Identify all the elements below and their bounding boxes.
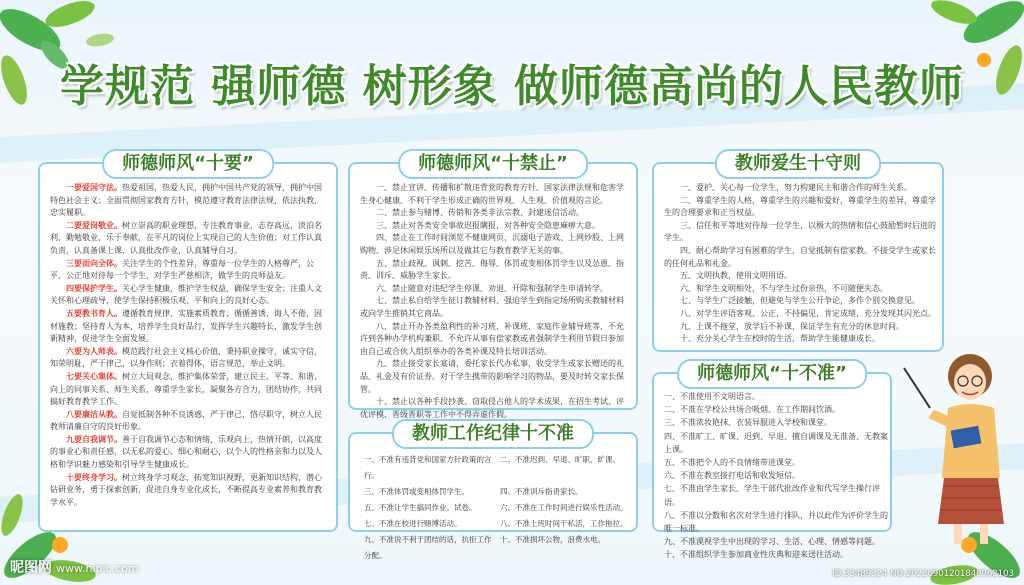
discipline-item: 八、不准上班时间干私活，工作拖拉。 <box>500 519 628 528</box>
ten-guards-item: 五、文明执教，使用文明用语。 <box>680 271 792 281</box>
ten-musts-item-text: 树立终身学习观念，拓宽知识视野，更新知识结构，潜心钻研业务，勇于探索创新，促进自身专业化成长，不断提高专业素养和教育教学水平。 <box>50 472 322 507</box>
discipline-item: 七、不准在校进行赌博活动。 <box>364 519 462 528</box>
ten-musts-item-head: 三要面向全体。 <box>66 258 122 268</box>
ten-nots-item: 五、不准把个人的不良情绪带进课堂。 <box>664 458 800 468</box>
ten-prohibitions-item: 四、禁止在工作时间浏览不健康网页、沉溺电子游戏、上网炒股、上网购物、涉足休闲娱乐场所以及做其它与教育教学无关的事。 <box>360 233 624 255</box>
ten-nots-item: 二、不准在学校公共场合吸烟、在工作期间饮酒。 <box>664 405 840 415</box>
discipline-item: 一、不准有违背党和国家方针政策的言行。 <box>364 455 492 480</box>
ten-prohibitions-list <box>360 182 630 421</box>
ten-musts-item-head: 六要为人师表。 <box>66 346 122 356</box>
ten-nots-item: 四、不准旷工、旷课、迟到、早退、擅自调课及无准备、无教案上课。 <box>664 431 888 454</box>
watermark-id: ID:33489324 NO:20220901201840962103 <box>832 569 1014 579</box>
ten-nots-item: 九、不准漠视学生中出现的学习、生活、心理、情感等问题。 <box>664 537 880 547</box>
ten-musts-item-text: 热爱祖国，热爱人民，拥护中国共产党的领导，拥护中国特色社会主义；全面贯彻国家教育方针，模范遵守教育法律法规，依法执教，忠实履职。 <box>50 183 322 218</box>
ten-musts-item-head: 一要爱国守法。 <box>66 183 122 192</box>
teacher-illustration <box>900 348 1024 548</box>
ten-guards-item: 三、信任和平等地对待每一位学生，以极大的热情和信心鼓励暂时后进的学生。 <box>664 220 936 243</box>
ten-guards-item: 一、爱护、关心每一位学生，努力构建民主和谐合作的师生关系。 <box>680 183 912 192</box>
ten-musts-item-text: 树立大局观念，维护集体荣誉，建立民主、平等、和谐、向上的同事关系、师生关系，尊重学生家长，凝聚各方合力，团结协作，共同搞好教育教学工作。 <box>50 371 322 407</box>
ten-guards-item: 十、充分关心学生在校时的生活，帮助学生能健康成长。 <box>680 334 880 344</box>
ten-musts-item-text: 模范践行社会主义核心价值，秉持职业操守，诚实守信，知荣明耻，严于律己，以身作则；衣着得体，语言规范，举止文明。 <box>50 346 322 369</box>
ten-musts-item <box>50 220 328 258</box>
ten-nots-item: 一、不准使用不文明语言。 <box>664 392 760 401</box>
watermark-brand <box>10 557 139 577</box>
ten-musts-list <box>50 182 328 509</box>
ten-nots-list <box>664 390 892 562</box>
page-title: 学规范 强师德 树形象 做师德高尚的人民教师 <box>60 61 964 112</box>
ten-prohibitions-item: 二、禁止参与赌博、传销和各类非法宗教、封建迷信活动。 <box>376 208 584 218</box>
ten-musts-item <box>50 434 328 472</box>
panel-title-ten-nots: 师德师风“十不准” <box>677 359 867 389</box>
ten-prohibitions-item: 十、禁止以各种手段抄袭、窃取侵占他人的学术成果，在招生考试、评优评模、晋级晋职等工作中不得弄虚作假。 <box>360 397 624 419</box>
ten-musts-item-head: 七要关心集体。 <box>66 371 122 381</box>
panel-ten-guards <box>652 153 944 352</box>
discipline-item: 二、不准迟到、早退、旷职、旷课。 <box>500 455 620 464</box>
ten-prohibitions-item: 三、禁止对各类安全事故迟报瞒报，对各种安全隐患麻痹大意。 <box>376 220 600 230</box>
ten-nots-item: 六、不准在教室接打电话和收发短信。 <box>664 471 800 481</box>
ten-musts-item <box>50 182 328 220</box>
discipline-item: 三、不准体罚或变相体罚学生。 <box>364 487 469 496</box>
panel-ten-prohibitions <box>348 153 638 419</box>
ten-musts-item-head: 八要廉洁从教。 <box>66 409 122 419</box>
ten-guards-item: 八、对学生评语客观、公正，不持偏见，肯定成绩，充分发现其闪光点。 <box>680 308 936 318</box>
watermark-url: www.nipic.com <box>56 562 139 575</box>
ten-nots-item: 十、不准组织学生参加商业性庆典和迎来送往活动。 <box>664 550 848 560</box>
ten-guards-item: 七、与学生广泛接触，但避免与学生公开争论，多作个别交换意见。 <box>680 296 920 306</box>
panel-ten-nots <box>652 363 892 560</box>
ten-musts-item-head: 二要爱岗敬业。 <box>66 220 122 230</box>
ten-prohibitions-item: 九、禁止接受家长宴请，委托家长代办私事，收受学生或家长赠送的礼品、礼金及有价证券。对于学生携带的影响学习的物品，要及时转交家长保管。 <box>360 359 624 394</box>
ten-guards-item: 六、和学生文明相处，不与学生过份亲热，不可随便失态。 <box>680 283 888 293</box>
ten-musts-item-text: 关注学生的个性差异，尊重每一位学生的人格尊严，公平、公正地对待每一个学生，对学生严慈相济，做学生的良师益友。 <box>50 258 314 281</box>
ten-musts-item <box>50 283 328 308</box>
ten-nots-item: 八、不准以分数和名次对学生进行排队，并以此作为评价学生的唯一标准。 <box>664 510 888 534</box>
ten-musts-item-text: 树立崇高的职业理想，专注教育事业，志存高远，淡泊名利，勤勉敬业，乐于奉献，在平凡的岗位上实现自己的人生价值；对工作认真负责，认真备课上课，认真批改作业，认真辅导自习。 <box>50 220 322 255</box>
discipline-item: 十、不准损坏公物，浪费水电。 <box>500 535 605 544</box>
panel-title-ten-musts: 师德师风“十要” <box>102 149 274 179</box>
ten-musts-item-head: 五要教书育人。 <box>66 308 122 318</box>
panel-title-ten-guards: 教师爱生十守则 <box>715 149 881 179</box>
ten-musts-item-text: 关心学生健康，维护学生权益，确保学生安全；注重人文关怀和心理疏导，使学生保持积极乐观、平和向上的良好心态。 <box>50 283 322 306</box>
discipline-list <box>364 452 628 564</box>
watermark-brand-text: 昵图网 <box>10 560 52 576</box>
panel-ten-musts <box>38 153 338 532</box>
ten-musts-item-head: 十要终身学习。 <box>66 472 122 482</box>
discipline-item: 五、不准让学生搞同作业、试卷。 <box>364 503 477 512</box>
ten-prohibitions-item: 五、禁止歧视、讽刺、挖苦、侮辱、体罚或变相体罚学生以及怂恿、指责、训斥、威胁学生家长。 <box>360 258 624 281</box>
ten-musts-item <box>50 308 328 346</box>
panel-title-ten-prohibitions: 师德师风“十禁止” <box>398 149 588 179</box>
ten-nots-item: 七、不准由学生家长、学生干部代批改作业和代写学生操行评语。 <box>664 484 880 507</box>
ten-prohibitions-item: 七、禁止私自给学生征订教辅材料、强迫学生到指定场所购买教辅材料或向学生推销其它商品。 <box>360 296 624 318</box>
discipline-item: 四、不准训斥指责家长。 <box>500 487 583 496</box>
ten-guards-item: 九、上课不拖堂，放学后不补课，保证学生有充分的休息时间。 <box>680 321 904 331</box>
ten-guards-item: 二、尊重学生的人格，尊重学生的兴趣和爱好，尊重学生的差异，尊重学生的合理要求和正当权益。 <box>664 195 936 218</box>
ten-musts-item <box>50 258 328 283</box>
ten-musts-item-text: 遵循教育规律，实施素质教育；循循善诱，诲人不倦，因材施教；坚持育人为本，培养学生良好品行，发挥学生兴趣特长，激发学生创新精神，促进学生全面发展。 <box>50 308 322 344</box>
ten-musts-item <box>50 346 328 371</box>
ten-musts-item <box>50 371 328 409</box>
ten-guards-list <box>664 182 936 346</box>
ten-prohibitions-item: 六、禁止随意对违纪学生停课、劝退、开除和强制学生申请转学。 <box>376 283 608 293</box>
ten-guards-item: 四、耐心帮助学习有困难的学生，自觉抵制有偿家教。不接受学生或家长的任何礼品和礼金。 <box>664 245 936 268</box>
ten-musts-item-head: 四要保护学生。 <box>66 283 122 293</box>
ten-prohibitions-item: 一、禁止宣讲、传播和扩散违背党的教育方针、国家法律法规和危害学生身心健康、不利于学生形成正确的世界观、人生观、价值观的言论。 <box>360 183 624 205</box>
ten-prohibitions-item: 八、禁止开办各类盈利性的补习班、补课班、家庭作业辅导班等，不允许到各种办学机构兼职、不允许从事有偿家教或者强制学生利用节假日参加由自己或合伙人组织举办的各类补课及特长培训活动。 <box>360 321 624 356</box>
ten-nots-item: 三、不准浓妆艳抹、衣装异服进入学校和课堂。 <box>664 418 832 428</box>
ten-musts-item <box>50 409 328 434</box>
panel-title-discipline: 教师工作纪律十不准 <box>392 419 594 449</box>
ten-musts-item <box>50 472 328 510</box>
ten-musts-item-head: 九要自我调节。 <box>66 434 122 444</box>
ten-musts-item-text: 善于自我调节心态和情绪，乐观向上，热情开朗，以高度的事业心和责任感，以无私的爱心、细心和耐心，以个人的性格亲和力以及人格和学识魅力感染和引导学生健康成长。 <box>50 434 322 470</box>
ten-musts-item-text: 自觉抵制各种不良诱惑，严于律己，恪尽职守，树立人民教师清廉自守的良好形象。 <box>50 409 322 432</box>
discipline-item: 六、不准在工作时间进行娱乐性活动。 <box>500 503 628 512</box>
discipline-item: 九、不准说不利于团结的话，抗拒工作分配。 <box>364 535 492 560</box>
panel-discipline <box>348 423 638 560</box>
